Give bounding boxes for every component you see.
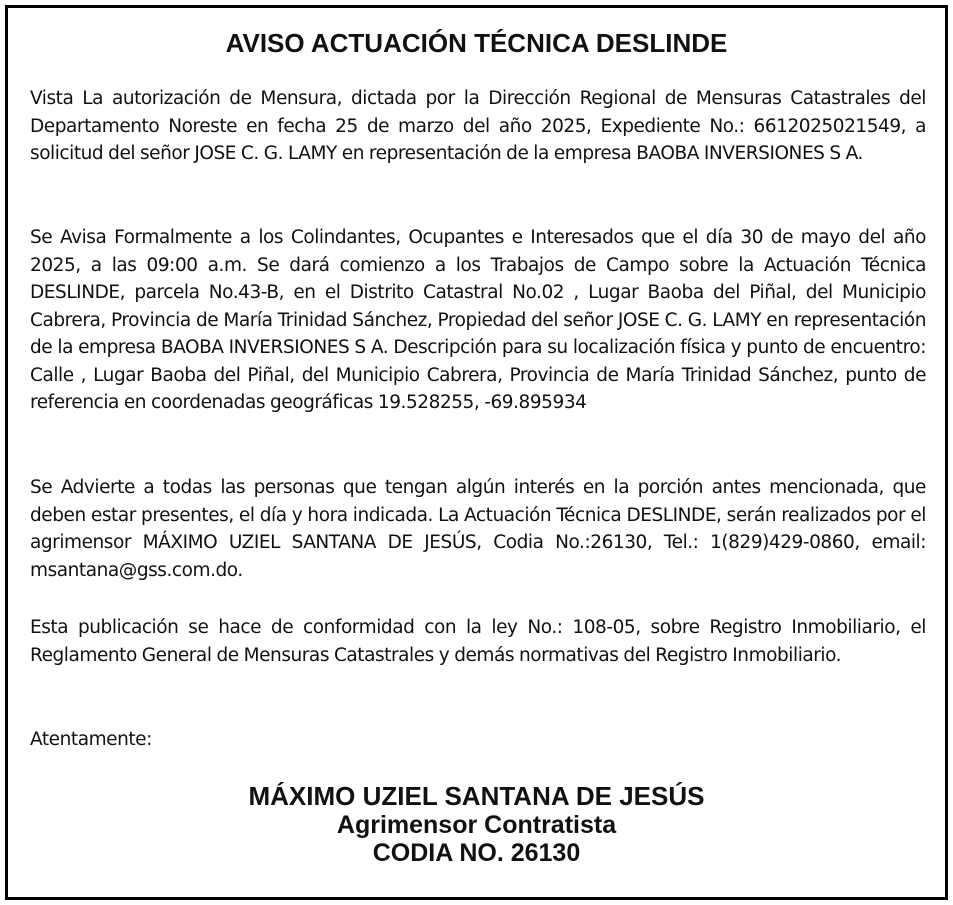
signature-block <box>8 782 945 867</box>
paragraph-legal-basis: Esta publicación se hace de conformidad con la ley No.: 108-05, sobre Registro Inmobiliario, el Reglamento General de Mensuras Catastrales y demás normativas del Registro Inmobiliario. <box>30 617 926 666</box>
paragraph-warning: Se Advierte a todas las personas que tengan algún interés en la porción antes mencionada, que deben estar presentes, el día y hora indicada. La Actuación Técnica DESLINDE, serán realizados por el agrimensor MÁXIMO UZIEL SANTANA DE JESÚS, Codia No.:26130, Tel.: 1(829)429-0860, email: msantana@gss.com.do. <box>30 477 926 581</box>
paragraph-formal-notice: Se Avisa Formalmente a los Colindantes, Ocupantes e Interesados que el día 30 de mayo del año 2025, a las 09:00 a.m. Se dará comienzo a los Trabajos de Campo sobre la Actuación Técnica DESLINDE, parcela No.43-B, en el Distrito Catastral No.02 , Lugar Baoba del Piñal, del Municipio Cabrera, Provincia de María Trinidad Sánchez, Propiedad del señor JOSE C. G. LAMY en representación de la empresa BAOBA INVERSIONES S A. Descripción para su localización física y punto de encuentro: Calle , Lugar Baoba del Piñal, del Municipio Cabrera, Provincia de María Trinidad Sánchez, punto de referencia en coordenadas geográficas 19.528255, -69.895934 <box>30 227 926 413</box>
notice-title: AVISO ACTUACIÓN TÉCNICA DESLINDE <box>225 28 728 58</box>
paragraph-authorization: Vista La autorización de Mensura, dictada por la Dirección Regional de Mensuras Catastrales del Departamento Noreste en fecha 25 de marzo del año 2025, Expediente No.: 6612025021549, a solicitud del señor JOSE C. G. LAMY en representación de la empresa BAOBA INVERSIONES S A. <box>30 88 926 164</box>
signatory-name: MÁXIMO UZIEL SANTANA DE JESÚS <box>248 781 705 811</box>
legal-notice <box>5 5 948 900</box>
signatory-role: Agrimensor Contratista <box>336 811 617 839</box>
signatory-codia: CODIA NO. 26130 <box>372 839 581 867</box>
closing-salutation: Atentamente: <box>30 729 152 750</box>
